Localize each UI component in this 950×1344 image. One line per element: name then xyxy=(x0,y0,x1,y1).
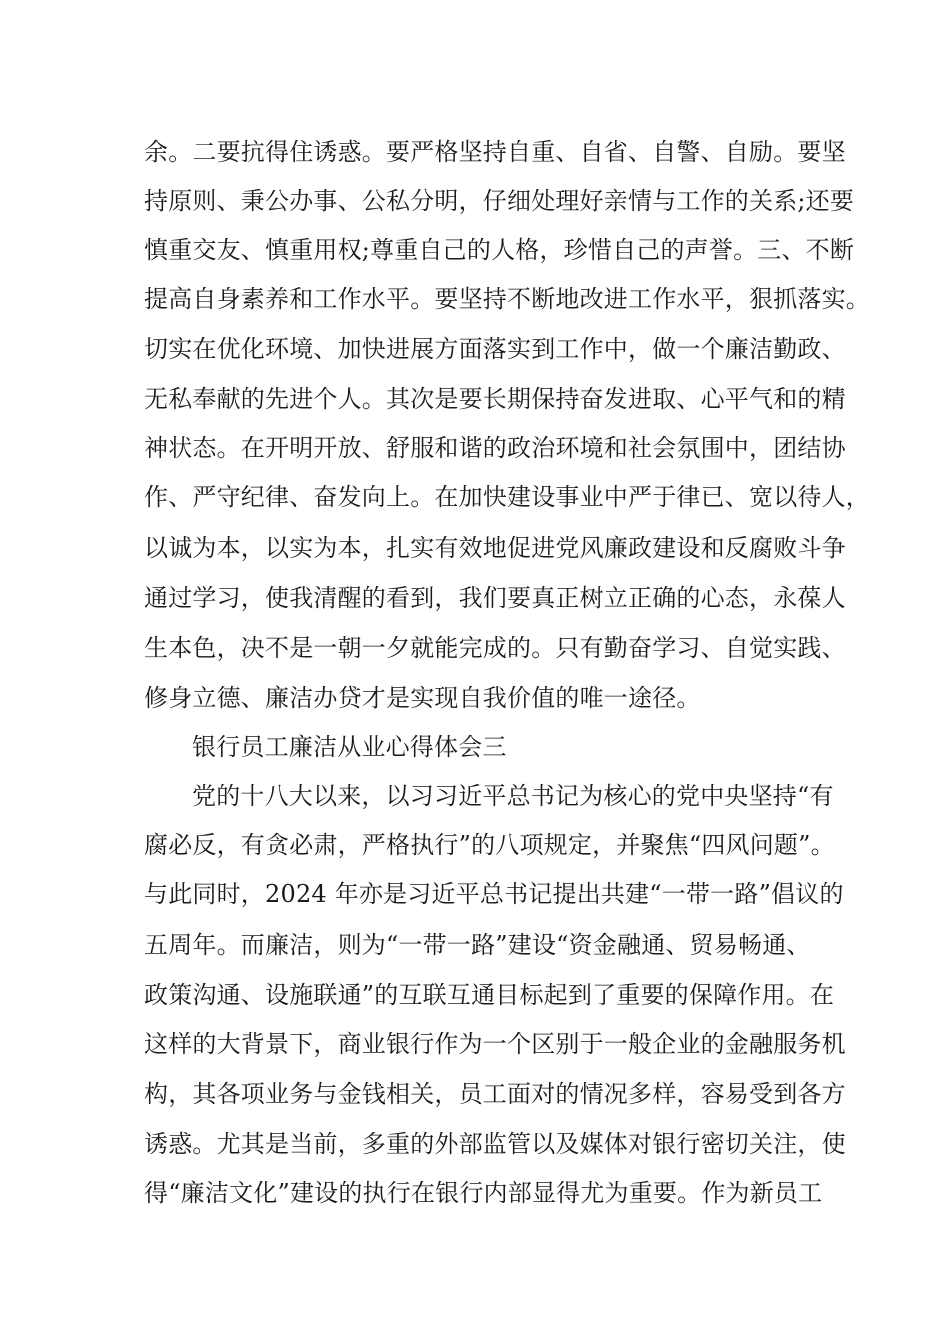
paragraph-line: 无私奉献的先进个人。其次是要长期保持奋发进取、心平气和的精 xyxy=(144,385,846,413)
paragraph-line: 政策沟通、设施联通”的互联互通目标起到了重要的保障作用。在 xyxy=(144,981,835,1009)
paragraph-line: 这样的大背景下，商业银行作为一个区别于一般企业的金融服务机 xyxy=(144,1030,846,1058)
paragraph-line: 与此同时，2024 年亦是习近平总书记提出共建“一带一路”倡议的 xyxy=(144,880,844,908)
paragraph-line: 余。二要抗得住诱惑。要严格坚持自重、自省、自警、自励。要坚 xyxy=(144,138,846,166)
paragraph-line: 通过学习，使我清醒的看到，我们要真正树立正确的心态，永葆人 xyxy=(144,584,846,612)
paragraph-line: 生本色，决不是一朝一夕就能完成的。只有勤奋学习、自觉实践、 xyxy=(144,634,846,662)
paragraph-line: 提高自身素养和工作水平。要坚持不断地改进工作水平，狠抓落实。 xyxy=(144,285,870,313)
section-heading: 银行员工廉洁从业心得体会三 xyxy=(192,733,507,761)
paragraph-line: 切实在优化环境、加快进展方面落实到工作中，做一个廉洁勤政、 xyxy=(144,335,846,363)
paragraph-line: 腐必反，有贪必肃，严格执行”的八项规定，并聚焦“四风问题”。 xyxy=(144,831,835,859)
paragraph-line: 慎重交友、慎重用权;尊重自己的人格，珍惜自己的声誉。三、不断 xyxy=(144,236,855,264)
paragraph-line: 持原则、秉公办事、公私分明，仔细处理好亲情与工作的关系;还要 xyxy=(144,187,855,215)
paragraph-line: 以诚为本，以实为本，扎实有效地促进党风廉政建设和反腐败斗争 xyxy=(144,534,846,562)
paragraph-line: 神状态。在开明开放、舒服和谐的政治环境和社会氛围中，团结协 xyxy=(144,434,846,462)
paragraph-line: 得“廉洁文化”建设的执行在银行内部显得尤为重要。作为新员工 xyxy=(144,1179,823,1207)
paragraph-line: 修身立德、廉洁办贷才是实现自我价值的唯一途径。 xyxy=(144,684,701,712)
paragraph-line: 诱惑。尤其是当前，多重的外部监管以及媒体对银行密切关注，使 xyxy=(144,1130,846,1158)
paragraph-line: 党的十八大以来，以习习近平总书记为核心的党中央坚持“有 xyxy=(192,782,834,810)
paragraph-line: 五周年。而廉洁，则为“一带一路”建设“资金融通、贸易畅通、 xyxy=(144,931,811,959)
paragraph-line: 构，其各项业务与金钱相关，员工面对的情况多样，容易受到各方 xyxy=(144,1080,846,1108)
paragraph-line: 作、严守纪律、奋发向上。在加快建设事业中严于律已、宽以待人， xyxy=(144,483,870,511)
